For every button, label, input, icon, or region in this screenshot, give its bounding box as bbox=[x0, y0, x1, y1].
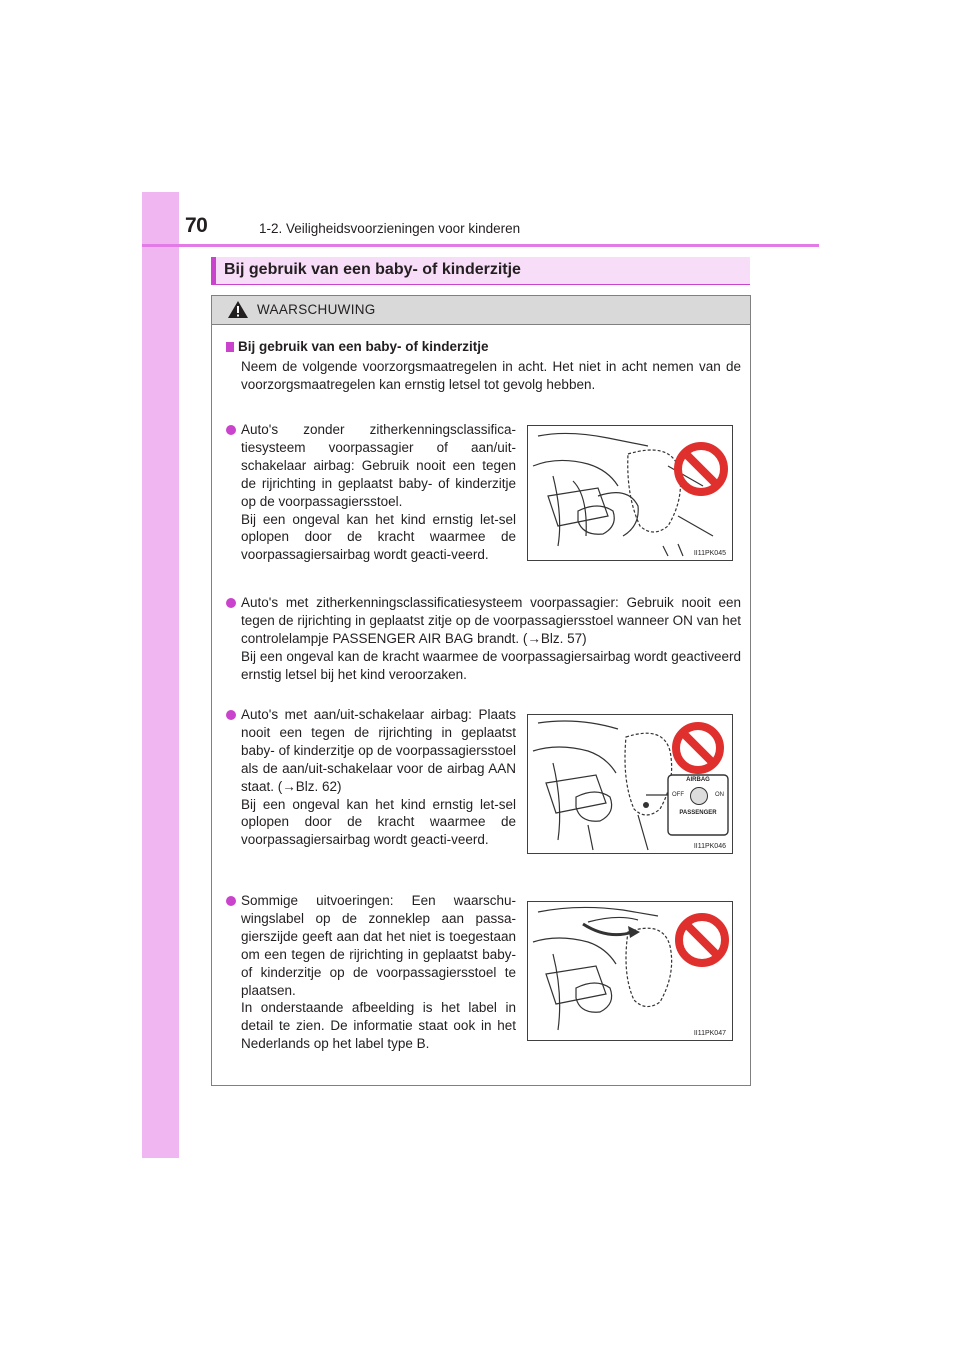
warning-subheading-text: Bij gebruik van een baby- of kinderzitje bbox=[238, 339, 489, 354]
chapter-side-band bbox=[142, 192, 179, 1158]
figure-code: II11PK046 bbox=[693, 843, 726, 850]
bullet-extra: Bij een ongeval kan het kind ernstig let-sel oplopen door de kracht waarmee de voorpassagiersairbag wordt geacti-veerd. bbox=[241, 796, 516, 848]
bullet-on-off-switch bbox=[241, 706, 516, 849]
warning-subheading bbox=[226, 339, 489, 354]
chapter-title: 1-2. Veiligheidsvoorzieningen voor kinderen bbox=[259, 221, 521, 236]
switch-on: ON bbox=[715, 792, 724, 798]
bullet-extra: Bij een ongeval kan het kind ernstig let-sel oplopen door de kracht waarmee de voorpassagiersairbag wordt geacti-veerd. bbox=[241, 511, 516, 563]
page-number: 70 bbox=[185, 214, 208, 237]
bullet-dot-icon bbox=[226, 598, 236, 608]
prohibition-icon bbox=[671, 721, 725, 775]
bullet-dot-icon bbox=[226, 896, 236, 906]
bullet-extra: Bij een ongeval kan de kracht waarmee de voorpassagiersairbag wordt geactiveerd ernstig letsel bij het kind veroorzaken. bbox=[241, 648, 741, 682]
figure-code: II11PK047 bbox=[693, 1030, 726, 1037]
bullet-text: Sommige uitvoeringen: Een waarschu-wingslabel op de zonneklep aan passa-gierszijde geeft aan dat het niet is toegestaan om een tegen de rijrichting in geplaatst baby- of kinderzitje op de voorpassagiersstoel te plaatsen. bbox=[241, 893, 516, 998]
bullet-dot-icon bbox=[226, 710, 236, 720]
switch-dial bbox=[670, 784, 726, 810]
header-rule bbox=[142, 244, 819, 247]
warning-triangle-icon bbox=[227, 300, 249, 319]
warning-intro: Neem de volgende voorzorgsmaatregelen in acht. Het niet in acht nemen van de voorzorgsmaatregelen kan ernstig letsel tot gevolg hebben. bbox=[241, 359, 741, 392]
warning-box bbox=[211, 295, 751, 1086]
bullet-text: Auto's met aan/uit-schakelaar airbag: Plaats nooit een tegen de rijrichting in geplaatst baby- of kinderzitje op de voorpassagiersstoel als de aan/uit-schakelaar voor de airbag AAN staat. (→Blz. 62) bbox=[241, 707, 516, 794]
bullet-text: Auto's zonder zitherkenningsclassifica-tiesysteem voorpassagier of aan/uit-schakelaar airbag: Gebruik nooit een tegen de rijrichting in geplaatst baby- of kinderzitje op de voorpassagiersstoel. bbox=[241, 422, 516, 509]
figure-code: II11PK045 bbox=[693, 550, 726, 557]
square-bullet-icon bbox=[226, 342, 234, 352]
section-underline bbox=[211, 284, 750, 285]
airbag-switch-label bbox=[670, 777, 726, 833]
switch-title: AIRBAG bbox=[686, 777, 710, 783]
section-heading-bar bbox=[211, 257, 750, 284]
warning-label: WAARSCHUWING bbox=[257, 302, 376, 317]
bullet-with-classification bbox=[241, 594, 741, 684]
section-title: Bij gebruik van een baby- of kinderzitje bbox=[224, 261, 521, 278]
section-accent bbox=[211, 257, 216, 284]
switch-name: PASSENGER bbox=[679, 810, 717, 816]
switch-knob-icon bbox=[690, 787, 708, 805]
bullet-dot-icon bbox=[226, 425, 236, 435]
bullet-extra: In onderstaande afbeelding is het label in detail te zien. De informatie staat ook in het Nederlands op het label type B. bbox=[241, 1000, 516, 1052]
figure-airbag-rear-seat-2 bbox=[527, 714, 733, 854]
warning-header bbox=[212, 296, 750, 325]
switch-off: OFF bbox=[672, 792, 684, 798]
prohibition-icon bbox=[674, 912, 730, 968]
bullet-no-classification bbox=[241, 421, 516, 564]
bullet-text: Auto's met zitherkenningsclassificatiesysteem voorpassagier: Gebruik nooit een tegen de rijrichting in geplaatst zitje op de voorpassagiersstoel wanneer ON van het controlelampje PASSENGER AIR BAG brandt. (→Blz. 57) bbox=[241, 595, 741, 646]
prohibition-icon bbox=[673, 441, 729, 497]
bullet-sun-visor-label bbox=[241, 892, 516, 1053]
figure-airbag-rear-seat-3 bbox=[527, 901, 733, 1041]
figure-airbag-rear-seat-1 bbox=[527, 425, 733, 561]
